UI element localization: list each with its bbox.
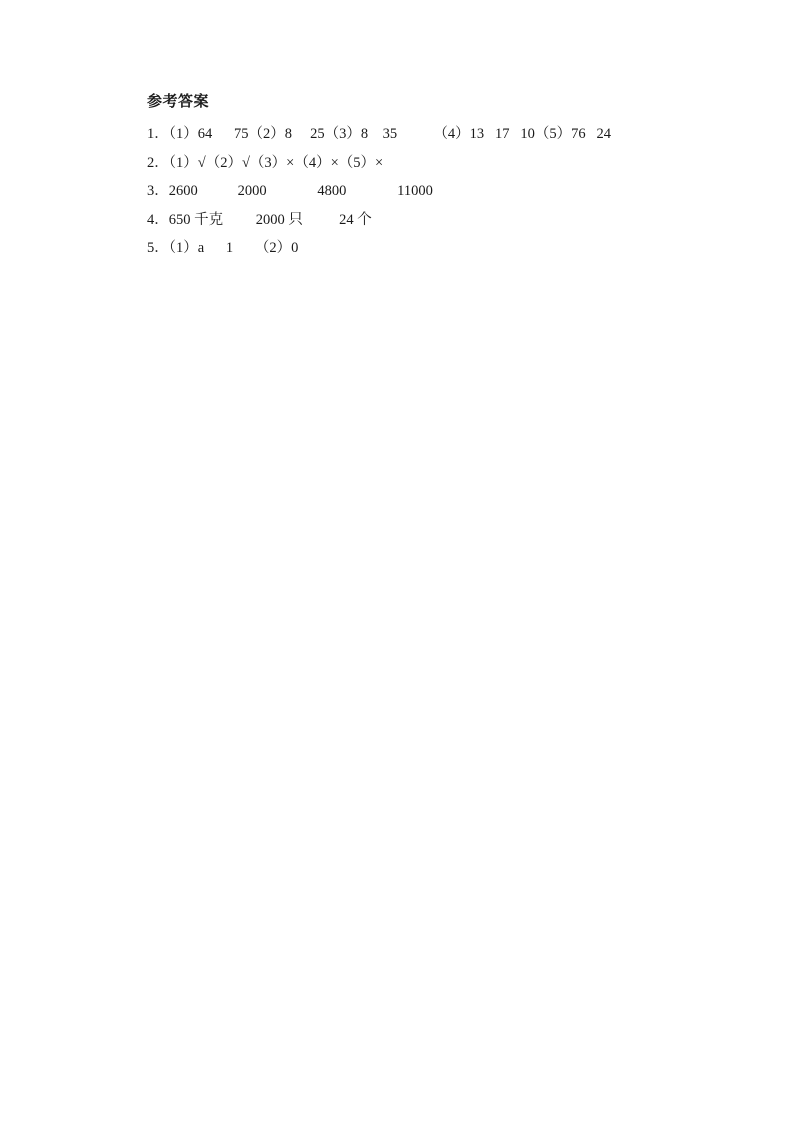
page-title: 参考答案 (147, 94, 210, 110)
answer-line-2: 2．（1）√（2）√（3）×（4）×（5）× (147, 154, 384, 171)
answer-key-section (147, 95, 763, 263)
answer-line-1: 1．（1）64 75（2）8 25（3）8 35 （4）13 17 10（5）76 24 (147, 126, 611, 142)
answer-line-4: 4．650 千克 2000 只 24 个 (147, 211, 372, 228)
answer-line-5: 5．（1）a 1 （2）0 (147, 240, 299, 256)
answer-line-3: 3．2600 2000 4800 11000 (147, 183, 433, 199)
